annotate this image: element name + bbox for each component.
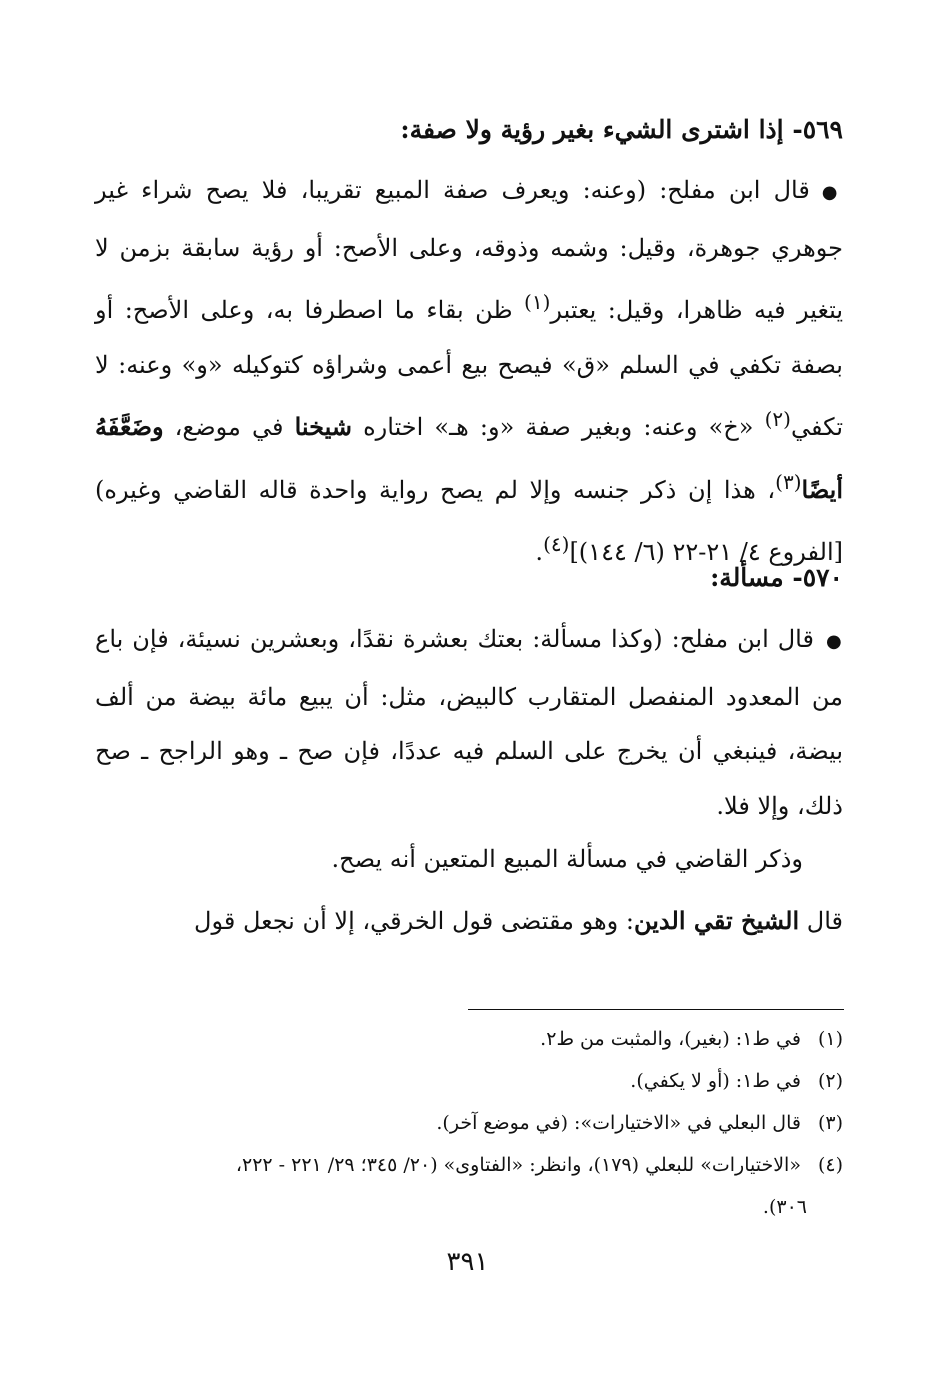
section-569-paragraph [95,163,843,580]
bold-term: وضَعَّفَهُ أيضًا [95,412,843,504]
footnote-3 [95,1108,843,1138]
paragraph-text: في موضع، [163,413,295,441]
footnote-4-continuation: ٣٠٦). [762,1196,807,1218]
footnote-number: (٣) [817,1112,843,1134]
footnote-2 [95,1066,843,1096]
footnote-ref-1: (١) [524,290,551,314]
paragraph-text: قال ابن مفلح: (وعنه: ويعرف صفة المبيع تقريبا، فلا يصح شراء غير جوهري جوهرة، وقيل: وشمه وذوقه، وعلى الأصح: أو رؤية سابقة بزمن لا يتغير فيه ظاهرا، وقيل: يعتبر [95,176,843,324]
paragraph-text: : وهو مقتضى قول الخرقي، إلا أن نجعل قول [194,907,634,935]
section-570-paragraph-2: وذكر القاضي في مسألة المبيع المتعين أنه يصح. [331,845,803,873]
footnote-divider [468,1009,844,1010]
section-570-paragraph [95,612,843,833]
section-570-paragraph-3 [95,901,843,941]
page-number: ٣٩١ [446,1247,489,1277]
paragraph-text: ، هذا إن ذكر جنسه وإلا لم يصح رواية واحدة قاله القاضي وغيره) [الفروع ٤/ ٢١-٢٢ (٦/ ١٤٤)] [95,475,843,566]
footnote-text: في ط١: (أو لا يكفي). [630,1070,801,1092]
footnote-number: (٢) [817,1070,843,1092]
paragraph-text: قال [799,907,843,935]
footnote-ref-2: (٢) [764,407,791,431]
paragraph-text: «خ» وعنه: وبغير صفة «و: هـ» اختاره [351,413,765,441]
footnote-ref-4: (٤) [543,532,570,556]
footnote-text: في ط١: (بغير)، والمثبت من ط٢. [540,1028,801,1050]
bullet-icon: ● [825,631,843,652]
bold-term: شيخنا [294,412,352,441]
bold-term: الشيخ تقي الدين [633,906,800,935]
footnote-number: (١) [817,1028,843,1050]
section-569-heading: ٥٦٩- إذا اشترى الشيء بغير رؤية ولا صفة: [400,115,843,144]
footnote-ref-3: (٣) [775,469,802,494]
paragraph-text: . [535,538,544,566]
footnote-text: قال البعلي في «الاختيارات»: (في موضع آخر). [436,1112,801,1134]
paragraph-text: قال ابن مفلح: (وكذا مسألة: بعتك بعشرة نقدًا، وبعشرين نسيئة، فإن باع من المعدود المنفصل المتقارب كالبيض، مثل: أن يبيع مائة بيضة من ألف بيضة، فينبغي أن يخرج على السلم فيه عددًا، فإن صح ـ وهو الراجح ـ صح ذلك، وإلا فلا. [95,625,843,820]
bullet-icon: ● [821,182,843,203]
section-570-heading: ٥٧٠- مسألة: [710,563,843,592]
footnote-4 [95,1150,843,1180]
paragraph-text: ظن بقاء ما اصطرفا به، وعلى الأصح: أو بصفة تكفي في السلم «ق» فيصح بيع أعمى وشراؤه كتوكيله «و» وعنه: لا تكفي [95,296,844,441]
footnote-number: (٤) [817,1154,843,1176]
footnote-1 [95,1024,843,1054]
footnote-text: «الاختيارات» للبعلي (١٧٩)، وانظر: «الفتاوى» (٢٠/ ٣٤٥؛ ٢٩/ ٢٢١ - ٢٢٢، [235,1154,801,1176]
